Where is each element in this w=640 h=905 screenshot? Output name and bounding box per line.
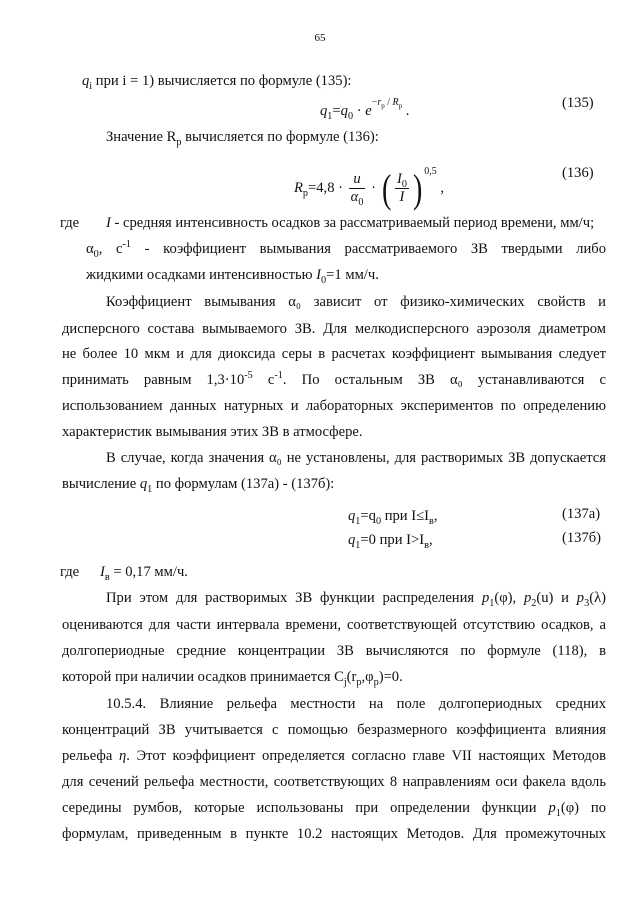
text-line: характеристик вымывания этих ЗВ в атмосфере.: [62, 424, 363, 440]
equation-number: (136): [562, 165, 594, 181]
text-line: вычисление $q_1$ по формулам (137а) - (137б):: [62, 476, 335, 495]
text-line: Значение $R_p$ вычисляется по формуле (136):: [106, 129, 379, 148]
text-line: для сечений рельефа местности, соответствующих 8 направлениям оси факела вдоль: [62, 774, 606, 790]
text-line: которой при наличии осадков принимается $C_j(r_p,\varphi_p)=0$.: [62, 669, 403, 688]
text-line: не более 10 мкм и для диоксида серы в расчетах коэффициент вымывания следует: [62, 346, 606, 362]
text-line: $\alpha_0$, $с^{-1}$ - коэффициент вымывания рассматриваемого ЗВ твердыми либо: [86, 239, 606, 260]
where-label: где: [60, 564, 80, 580]
text-line: использованием данных натурных и лабораторных экспериментов по определению: [62, 398, 606, 414]
equation-number: (135): [562, 95, 594, 111]
text-line: долгопериодные средние концентрации ЗВ вычисляются по формуле (118), в: [62, 643, 606, 659]
text-line: середины румбов, которые использованы при определении функции $p_1(\varphi)$ по: [62, 800, 606, 819]
page-number: 65: [314, 32, 326, 44]
text-line: Коэффициент вымывания α₀ зависит от физико-химических свойств и: [106, 294, 606, 310]
equation-number: (137а): [562, 506, 601, 522]
text-line: принимать равным $1,3\cdot 10^{-5}$ $с^{-1}$. По остальным ЗВ α₀ устанавливаются с: [62, 370, 606, 388]
text-line: рельефа η. Этот коэффициент определяется согласно главе VII настоящих Методов: [62, 748, 606, 764]
text-line: оцениваются для части интервала времени, соответствующей отсутствию осадков, а: [62, 617, 606, 633]
formula-137a: $q_1=q_0$ при $I\le I_в$,: [348, 508, 438, 527]
text-line: В случае, когда значения α₀ не установлены, для растворимых ЗВ допускается: [106, 450, 606, 466]
text-line: концентраций ЗВ учитывается с помощью безразмерного коэффициента влияния: [62, 722, 606, 738]
text-line: $I_в = 0,17$ мм/ч.: [100, 564, 188, 583]
text-line: дисперсного состава вымываемого ЗВ. Для мелкодисперсного аэрозоля диаметром: [62, 321, 606, 337]
text-line: $q_i$ при i = 1) вычисляется по формуле (135):: [82, 73, 352, 92]
formula-137b: $q_1=0$ при $I>I_в$,: [348, 532, 433, 551]
text-line: При этом для растворимых ЗВ функции распределения $p_1(\varphi)$, $p_2(u)$ и $p_3(\lambda)$: [106, 590, 606, 609]
text-line: 10.5.4. Влияние рельефа местности на поле долгопериодных средних: [106, 696, 606, 712]
text-line: формулам, приведенным в пункте 10.2 настоящих Методов. Для промежуточных: [62, 826, 606, 842]
equation-number: (137б): [562, 530, 602, 546]
formula-135: $q_1=q_0 \cdot e^{-r_p / R_p}$ .: [320, 97, 410, 122]
where-label: где: [60, 215, 80, 231]
text-line: жидкими осадками интенсивностью $I_0=1$ мм/ч.: [86, 267, 379, 286]
formula-136: $R_p=4,8$ · $\frac{u}{\alpha_0}$ · ( $\frac{I_0}{I}$ ) $^{0,5}$ ,: [294, 165, 445, 211]
text-line: I - средняя интенсивность осадков за рассматриваемый период времени, мм/ч;: [106, 215, 595, 231]
